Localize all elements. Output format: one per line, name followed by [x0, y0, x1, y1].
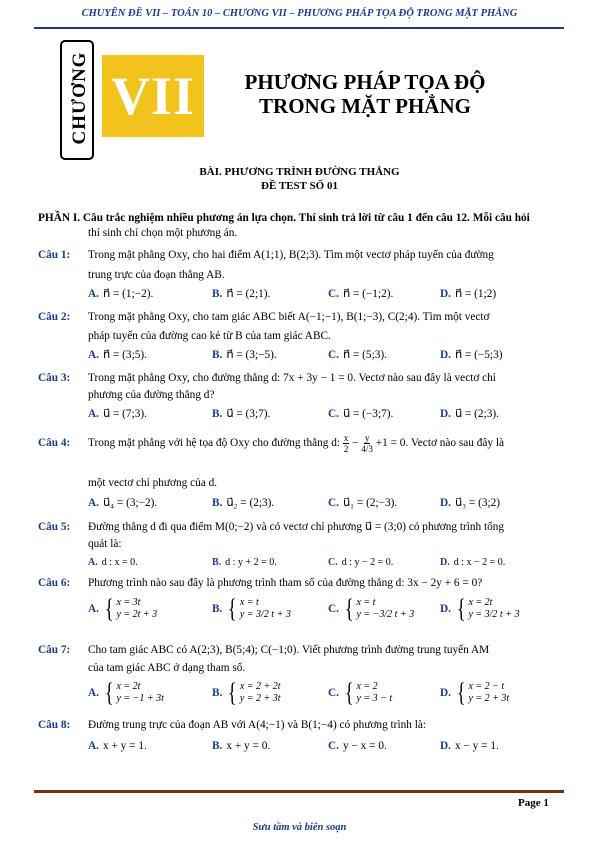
lesson-title: BÀI. PHƯƠNG TRÌNH ĐƯỜNG THẲNG: [199, 166, 400, 178]
q8-label: Câu 8:: [38, 719, 71, 731]
q2-label: Câu 2:: [38, 311, 71, 323]
option-text: u⃗ = (2;3).: [454, 408, 499, 420]
equation-system: [103, 596, 157, 622]
system-row: y = 3 − t: [356, 693, 393, 704]
system-row: x = 2 + 2t: [239, 681, 281, 692]
option-letter: A.: [88, 740, 99, 752]
option-text: d : x = 0.: [101, 557, 138, 568]
part1-line2: thí sinh chỉ chọn một phương án.: [88, 227, 238, 239]
option-letter: D.: [440, 408, 451, 420]
option-letter: A.: [88, 557, 98, 568]
q8-option-c[interactable]: [328, 739, 387, 753]
option-letter: B.: [212, 557, 222, 568]
option-text: n⃗ = (−1;2).: [342, 288, 394, 300]
option-letter: D.: [440, 349, 451, 361]
option-text: n⃗ = (−5;3): [454, 349, 503, 361]
q5-option-c[interactable]: [328, 556, 393, 570]
q6-option-c[interactable]: [328, 596, 414, 622]
q1-label: Câu 1:: [38, 249, 71, 261]
q8-option-b[interactable]: [212, 739, 270, 753]
system-row: x = 2t: [116, 681, 141, 692]
system-row: y = −1 + 3t: [116, 693, 164, 704]
option-letter: B.: [212, 408, 223, 420]
system-row: x = 3t: [116, 597, 141, 608]
part1-label: PHẦN I.: [38, 212, 81, 224]
option-text: u⃗₃ = (3;2): [454, 497, 501, 509]
q1-text-1: Trong mặt phẳng Oxy, cho hai điểm A(1;1), B(2;3). Tìm một vectơ pháp tuyến của đường: [88, 249, 494, 261]
system-row: x = t: [239, 597, 259, 608]
option-text: n⃗ = (3;−5).: [226, 349, 277, 361]
q3-option-c[interactable]: [328, 407, 393, 421]
q4-option-a[interactable]: [88, 496, 157, 510]
option-letter: C.: [328, 740, 339, 752]
q1-option-a[interactable]: [88, 287, 153, 301]
brace-icon: {: [456, 594, 466, 623]
option-text: u⃗₂ = (2;3).: [226, 497, 275, 509]
q1-option-c[interactable]: [328, 287, 393, 301]
chapter-title-line2: TRONG MẶT PHẲNG: [259, 94, 471, 118]
option-text: y − x = 0.: [342, 740, 387, 752]
q3-option-b[interactable]: [212, 407, 270, 421]
q2-option-c[interactable]: [328, 348, 387, 362]
equation-system: [455, 596, 519, 622]
q6-option-b[interactable]: [212, 596, 291, 622]
option-text: d : y − 2 = 0.: [341, 557, 394, 568]
q6-label: Câu 6:: [38, 577, 71, 589]
fraction-denominator: 4/3: [361, 443, 373, 454]
option-text: x + y = 1.: [102, 740, 147, 752]
system-row: y = 3/2 t + 3: [239, 609, 291, 620]
equation-system: [343, 680, 392, 706]
brace-icon: {: [104, 678, 114, 707]
option-letter: B.: [212, 497, 223, 509]
q4-text-2: một vectơ chỉ phương của d.: [88, 477, 218, 489]
option-letter: A.: [88, 602, 99, 615]
fraction-denominator: 2: [343, 443, 349, 454]
chapter-label-box: [60, 40, 94, 160]
q6-option-a[interactable]: [88, 596, 157, 622]
q4-label: Câu 4:: [38, 437, 71, 449]
q8-text-1: Đường trung trực của đoạn AB với A(4;−1) và B(1;−4) có phương trình là:: [88, 719, 426, 731]
option-text: n⃗ = (5;3).: [342, 349, 387, 361]
option-letter: C.: [328, 557, 338, 568]
q5-option-d[interactable]: [440, 556, 505, 570]
equation-system: [103, 680, 164, 706]
option-letter: D.: [440, 557, 450, 568]
equation-system: [226, 596, 290, 622]
option-letter: B.: [212, 288, 223, 300]
q1-text-2: trung trực của đoạn thẳng AB.: [88, 269, 225, 281]
q2-option-d[interactable]: [440, 348, 503, 362]
q7-option-d[interactable]: [440, 680, 509, 706]
option-letter: A.: [88, 288, 99, 300]
q7-option-b[interactable]: [212, 680, 281, 706]
option-letter: A.: [88, 408, 99, 420]
option-text: x − y = 1.: [454, 740, 499, 752]
option-letter: D.: [440, 740, 451, 752]
equation-system: [226, 680, 280, 706]
q6-text-1: Phương trình nào sau đây là phương trình tham số của đường thẳng d: 3x − 2y + 6 = 0?: [88, 577, 483, 589]
option-text: n⃗ = (1;2): [454, 288, 497, 300]
q7-text-2: của tam giác ABC ở dạng tham số.: [88, 662, 246, 674]
equation-system: [343, 596, 414, 622]
brace-icon: {: [344, 678, 354, 707]
q5-option-b[interactable]: [212, 556, 277, 570]
option-text: d : y + 2 = 0.: [225, 557, 277, 568]
q6-option-d[interactable]: [440, 596, 519, 622]
option-letter: C.: [328, 288, 339, 300]
q1-option-d[interactable]: [440, 287, 496, 301]
option-text: u⃗₁ = (2;−3).: [342, 497, 398, 509]
q2-text-1: Trong mặt phẳng Oxy, cho tam giác ABC biết A(−1;−1), B(1;−3), C(2;4). Tìm một vectơ: [88, 311, 490, 323]
option-letter: A.: [88, 349, 99, 361]
q8-option-d[interactable]: [440, 739, 499, 753]
brace-icon: {: [104, 594, 114, 623]
option-letter: C.: [328, 686, 339, 699]
q4-option-d[interactable]: [440, 496, 500, 510]
option-text: n⃗ = (2;1).: [226, 288, 271, 300]
option-text: n⃗ = (3;5).: [102, 349, 147, 361]
q5-option-a[interactable]: [88, 556, 138, 570]
q4-text-1: [88, 430, 504, 456]
q2-option-b[interactable]: [212, 348, 277, 362]
option-letter: D.: [440, 602, 451, 615]
option-letter: B.: [212, 740, 223, 752]
option-letter: D.: [440, 288, 451, 300]
q5-text-1: Đường thẳng d đi qua điểm M(0;−2) và có vectơ chỉ phương u⃗ = (3;0) có phương trình tổng: [88, 521, 505, 533]
option-text: n⃗ = (1;−2).: [102, 288, 154, 300]
fraction-numerator: y: [364, 432, 370, 443]
q8-option-a[interactable]: [88, 739, 147, 753]
brace-icon: {: [344, 594, 354, 623]
running-header: CHUYÊN ĐỀ VII – TOÁN 10 – CHƯƠNG VII – PHƯƠNG PHÁP TỌA ĐỘ TRONG MẶT PHẲNG: [81, 8, 518, 19]
q2-option-a[interactable]: [88, 348, 147, 362]
option-text: u⃗ = (3;7).: [226, 408, 271, 420]
q3-label: Câu 3:: [38, 372, 71, 384]
q3-text-1: Trong mặt phẳng Oxy, cho đường thẳng d: 7x + 3y − 1 = 0. Vectơ nào sau đây là vectơ chỉ: [88, 372, 496, 384]
q3-text-2: phương của đường thẳng d?: [88, 389, 215, 401]
system-row: y = 2t + 3: [116, 609, 158, 620]
part1-line1: [38, 211, 530, 225]
brace-icon: {: [228, 678, 237, 707]
system-row: x = 2: [356, 681, 378, 692]
option-text: u⃗₄ = (3;−2).: [102, 497, 158, 509]
header-rule: [34, 27, 564, 29]
page-number: Page 1: [518, 797, 549, 809]
footer-rule: [34, 790, 564, 793]
option-letter: C.: [328, 602, 339, 615]
system-row: y = 3/2 t + 3: [468, 609, 520, 620]
option-letter: C.: [328, 497, 339, 509]
q5-text-2: quát là:: [88, 538, 122, 550]
system-row: x = 2t: [468, 597, 493, 608]
option-letter: A.: [88, 497, 99, 509]
q7-text-1: Cho tam giác ABC có A(2;3), B(5;4); C(−1;0). Viết phương trình đường trung tuyến AM: [88, 644, 490, 656]
q5-label: Câu 5:: [38, 521, 71, 533]
option-letter: B.: [212, 686, 223, 699]
brace-icon: {: [456, 678, 466, 707]
option-letter: C.: [328, 349, 339, 361]
q1-option-b[interactable]: [212, 287, 270, 301]
q7-option-c[interactable]: [328, 680, 392, 706]
minus-sign: −: [349, 437, 362, 449]
system-row: y = 2 + 3t: [239, 693, 281, 704]
option-text: d : x − 2 = 0.: [453, 557, 506, 568]
system-row: y = 2 + 3t: [468, 693, 510, 704]
chapter-title-line1: PHƯƠNG PHÁP TỌA ĐỘ: [244, 70, 486, 94]
fraction-numerator: x: [343, 432, 349, 443]
test-title: ĐỀ TEST SỐ 01: [261, 180, 338, 192]
option-letter: A.: [88, 686, 99, 699]
q7-label: Câu 7:: [38, 644, 71, 656]
footer-credit: Sưu tầm và biên soạn: [252, 822, 347, 833]
chapter-title: [215, 70, 515, 118]
q4-text-b: +1 = 0. Vectơ nào sau đây là: [375, 437, 505, 449]
q4-option-b[interactable]: [212, 496, 274, 510]
option-letter: C.: [328, 408, 339, 420]
q7-option-a[interactable]: [88, 680, 164, 706]
system-row: y = −3/2 t + 3: [356, 609, 415, 620]
chapter-word: CHƯƠNG: [69, 51, 90, 145]
option-letter: D.: [440, 497, 451, 509]
option-text: u⃗ = (−3;7).: [342, 408, 394, 420]
option-letter: B.: [212, 349, 223, 361]
option-letter: D.: [440, 686, 451, 699]
brace-icon: {: [228, 594, 237, 623]
q4-text-a: Trong mặt phẳng với hệ tọa độ Oxy cho đường thẳng d:: [88, 437, 341, 449]
option-text: x + y = 0.: [226, 740, 271, 752]
q2-text-2: pháp tuyến của đường cao kẻ từ B của tam giác ABC.: [88, 330, 331, 342]
q4-option-c[interactable]: [328, 496, 397, 510]
part1-text: Câu trắc nghiệm nhiều phương án lựa chọn. Thí sinh trả lời từ câu 1 đến câu 12. Mỗi câu hỏi: [80, 212, 530, 224]
chapter-number: VII: [102, 55, 204, 137]
option-letter: B.: [212, 602, 223, 615]
equation-system: [455, 680, 509, 706]
option-text: u⃗ = (7;3).: [102, 408, 147, 420]
q3-option-d[interactable]: [440, 407, 499, 421]
q3-option-a[interactable]: [88, 407, 147, 421]
system-row: x = 2 − t: [468, 681, 505, 692]
fraction-y-4-3: [361, 433, 373, 454]
system-row: x = t: [356, 597, 376, 608]
